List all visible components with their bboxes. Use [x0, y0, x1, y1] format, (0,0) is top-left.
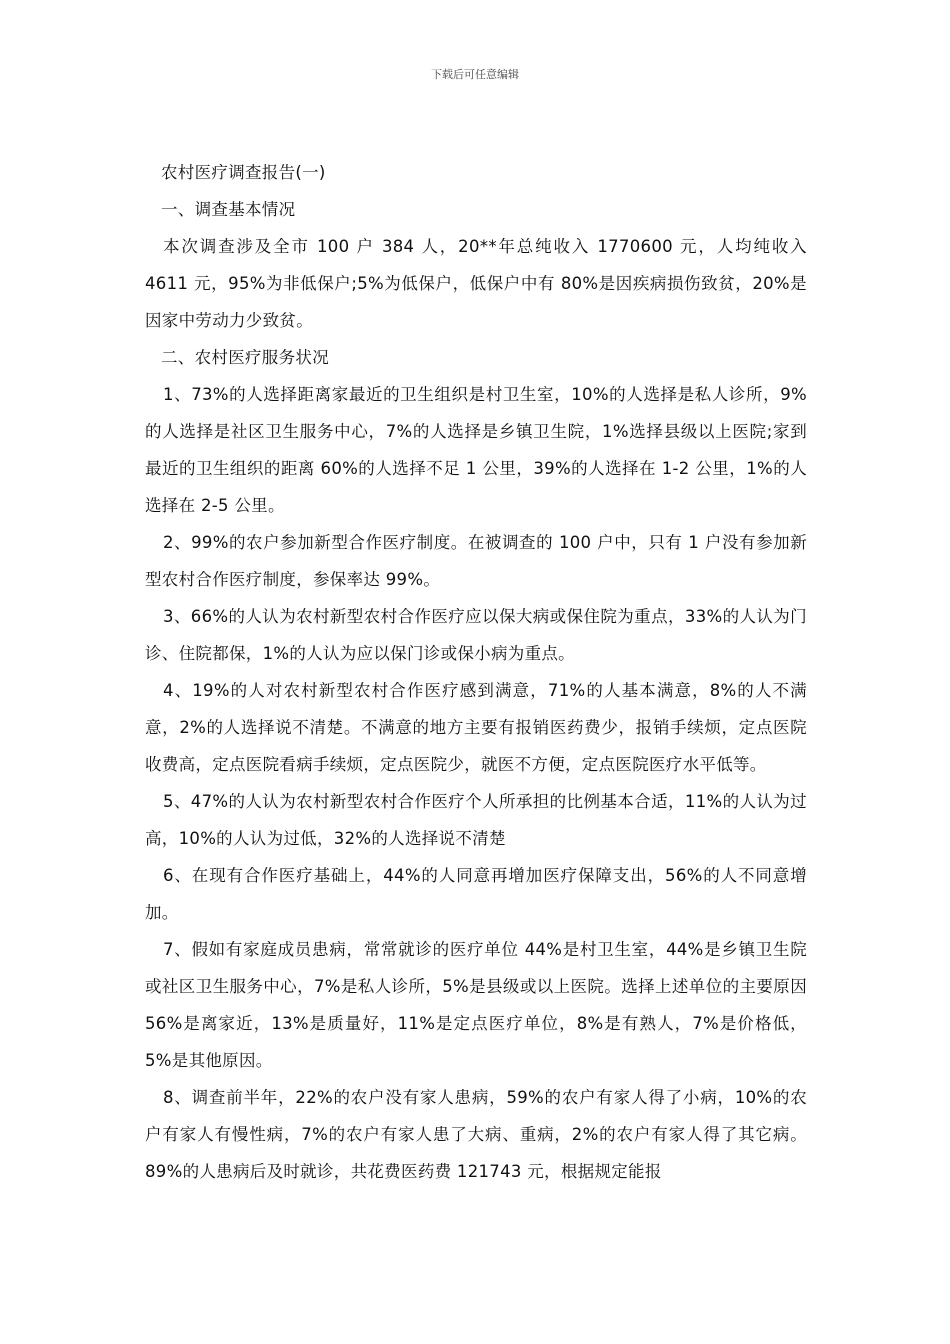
list-item-1: 1、73%的人选择距离家最近的卫生组织是村卫生室，10%的人选择是私人诊所，9%的人选择是社区卫生服务中心，7%的人选择是乡镇卫生院，1%选择县级以上医院;家到最近的卫生组织的距离 60%的人选择不足 1 公里，39%的人选择在 1-2 公里，1%的人选择在 2-5 公里。	[145, 385, 807, 515]
page-header: 下载后可任意编辑	[431, 68, 519, 81]
document-title: 农村医疗调查报告(一)	[161, 163, 326, 182]
list-item-3: 3、66%的人认为农村新型农村合作医疗应以保大病或保住院为重点，33%的人认为门诊、住院都保，1%的人认为应以保门诊或保小病为重点。	[145, 607, 807, 663]
document-body	[145, 154, 807, 1190]
section-heading-2: 二、农村医疗服务状况	[161, 348, 329, 367]
list-item-8: 8、调查前半年，22%的农户没有家人患病，59%的农户有家人得了小病，10%的农户有家人有慢性病，7%的农户有家人患了大病、重病，2%的农户有家人得了其它病。89%的人患病后及时就诊，共花费医药费 121743 元，根据规定能报	[145, 1088, 807, 1181]
list-item-5: 5、47%的人认为农村新型农村合作医疗个人所承担的比例基本合适，11%的人认为过高，10%的人认为过低，32%的人选择说不清楚	[145, 792, 807, 848]
list-item-7: 7、假如有家庭成员患病，常常就诊的医疗单位 44%是村卫生室，44%是乡镇卫生院或社区卫生服务中心，7%是私人诊所，5%是县级或以上医院。选择上述单位的主要原因 56%是离家近，13%是质量好，11%是定点医疗单位，8%是有熟人，7%是价格低，5%是其他原因。	[145, 940, 807, 1070]
section-heading-1: 一、调查基本情况	[161, 200, 296, 219]
list-item-2: 2、99%的农户参加新型合作医疗制度。在被调查的 100 户中，只有 1 户没有参加新型农村合作医疗制度，参保率达 99%。	[145, 533, 807, 589]
section-paragraph-1: 本次调查涉及全市 100 户 384 人，20**年总纯收入 1770600 元，人均纯收入 4611 元，95%为非低保户;5%为低保户，低保户中有 80%是因疾病损伤致贫，20%是因家中劳动力少致贫。	[145, 237, 807, 330]
list-item-4: 4、19%的人对农村新型农村合作医疗感到满意，71%的人基本满意，8%的人不满意，2%的人选择说不清楚。不满意的地方主要有报销医药费少，报销手续烦，定点医院收费高，定点医院看病手续烦，定点医院少，就医不方便，定点医院医疗水平低等。	[145, 681, 807, 774]
list-item-6: 6、在现有合作医疗基础上，44%的人同意再增加医疗保障支出，56%的人不同意增加。	[145, 866, 807, 922]
